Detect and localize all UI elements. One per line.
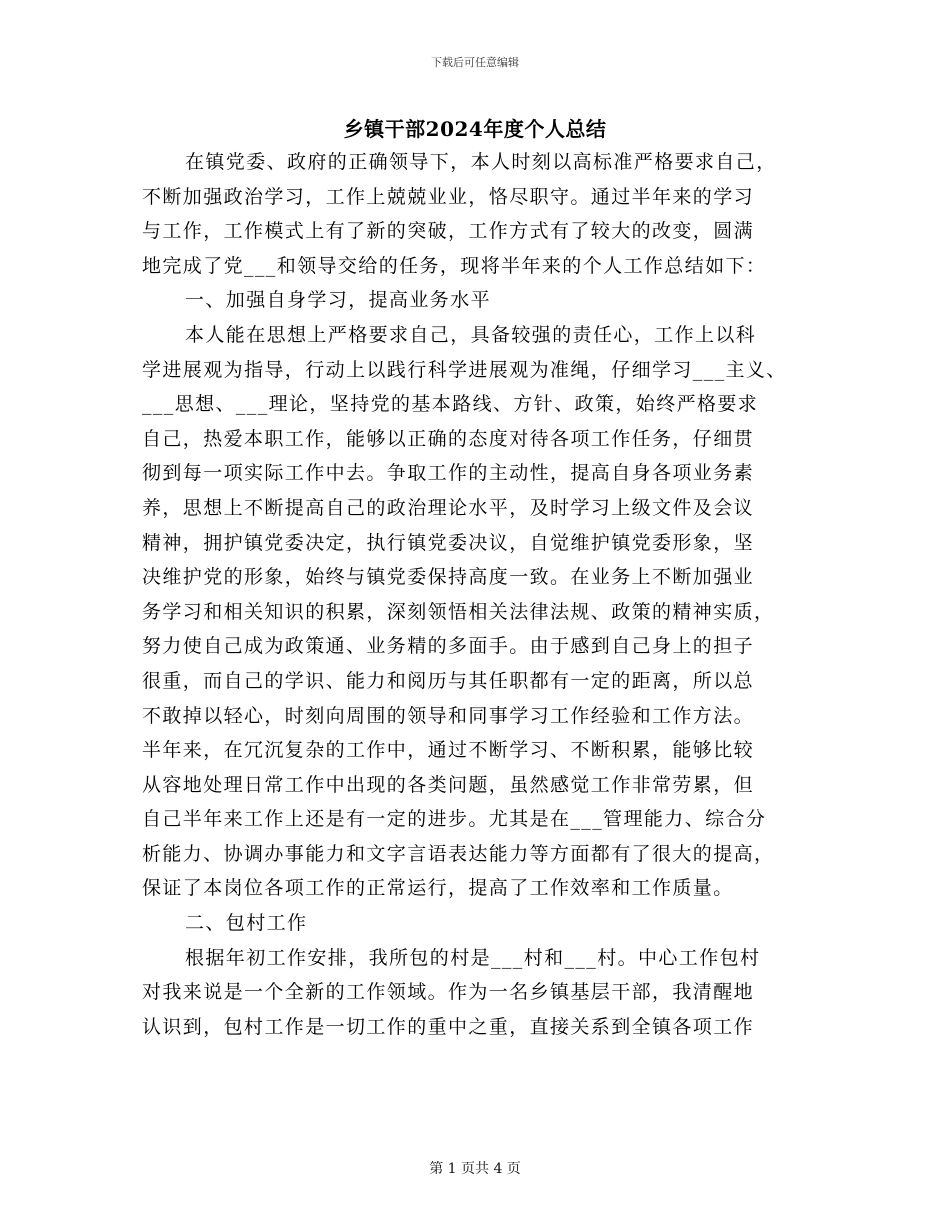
body-line: 析能力、协调办事能力和文字言语表达能力等方面都有了很大的提高，: [142, 842, 775, 865]
body-line: ___思想、___理论，坚持党的基本路线、方针、政策，始终严格要求: [142, 393, 759, 416]
body-line: 在镇党委、政府的正确领导下，本人时刻以高标准严格要求自己，: [185, 151, 777, 173]
body-line: 从容地处理日常工作中出现的各类问题，虽然感觉工作非常劳累，但: [142, 773, 755, 796]
body-line: 不断加强政治学习，工作上兢兢业业，恪尽职守。通过半年来的学习: [142, 185, 755, 208]
body-line: 自己，热爱本职工作，能够以正确的态度对待各项工作任务，仔细贯: [142, 427, 755, 450]
body-line: 与工作，工作模式上有了新的突破，工作方式有了较大的改变，圆满: [142, 220, 755, 243]
body-line: 自己半年来工作上还是有一定的进步。尤其是在___管理能力、综合分: [142, 808, 767, 831]
body-line: 认识到，包村工作是一切工作的重中之重，直接关系到全镇各项工作: [142, 1015, 755, 1038]
body-line: 养，思想上不断提高自己的政治理论水平，及时学习上级文件及会议: [142, 496, 755, 519]
body-line: 务学习和相关知识的积累，深刻领悟相关法律法规、政策的精神实质，: [142, 600, 775, 623]
section-heading-2: 二、包村工作: [185, 912, 308, 935]
body-line: 不敢掉以轻心，时刻向周围的领导和同事学习工作经验和工作方法。: [142, 704, 755, 727]
body-line: 很重，而自己的学识、能力和阅历与其任职都有一定的距离，所以总: [142, 669, 755, 692]
body-line: 本人能在思想上严格要求自己，具备较强的责任心，工作上以科: [185, 323, 757, 346]
body-line: 对我来说是一个全新的工作领域。作为一名乡镇基层干部，我清醒地: [142, 981, 755, 1004]
document-body: [142, 145, 822, 1044]
body-line: 彻到每一项实际工作中去。争取工作的主动性，提高自身各项业务素: [142, 462, 755, 485]
body-line: 学进展观为指导，行动上以践行科学进展观为准绳，仔细学习___主义、: [142, 358, 787, 381]
document-title: 乡镇干部2024年度个人总结: [343, 117, 607, 141]
page-number: 第 1 页共 4 页: [429, 1161, 521, 1177]
body-line: 半年来，在冗沉复杂的工作中，通过不断学习、不断积累，能够比较: [142, 739, 755, 762]
body-line: 决维护党的形象，始终与镇党委保持高度一致。在业务上不断加强业: [142, 566, 755, 589]
header-note: 下载后可任意编辑: [431, 56, 519, 69]
body-line: 地完成了党___和领导交给的任务，现将半年来的个人工作总结如下：: [142, 254, 767, 277]
section-heading-1: 一、加强自身学习，提高业务水平: [185, 289, 492, 312]
body-line: 精神，拥护镇党委决定，执行镇党委决议，自觉维护镇党委形象，坚: [142, 531, 755, 554]
body-line: 保证了本岗位各项工作的正常运行，提高了工作效率和工作质量。: [142, 877, 734, 900]
body-line: 努力使自己成为政策通、业务精的多面手。由于感到自己身上的担子: [142, 635, 755, 658]
body-line: 根据年初工作安排，我所包的村是___村和___村。中心工作包村: [185, 946, 761, 969]
